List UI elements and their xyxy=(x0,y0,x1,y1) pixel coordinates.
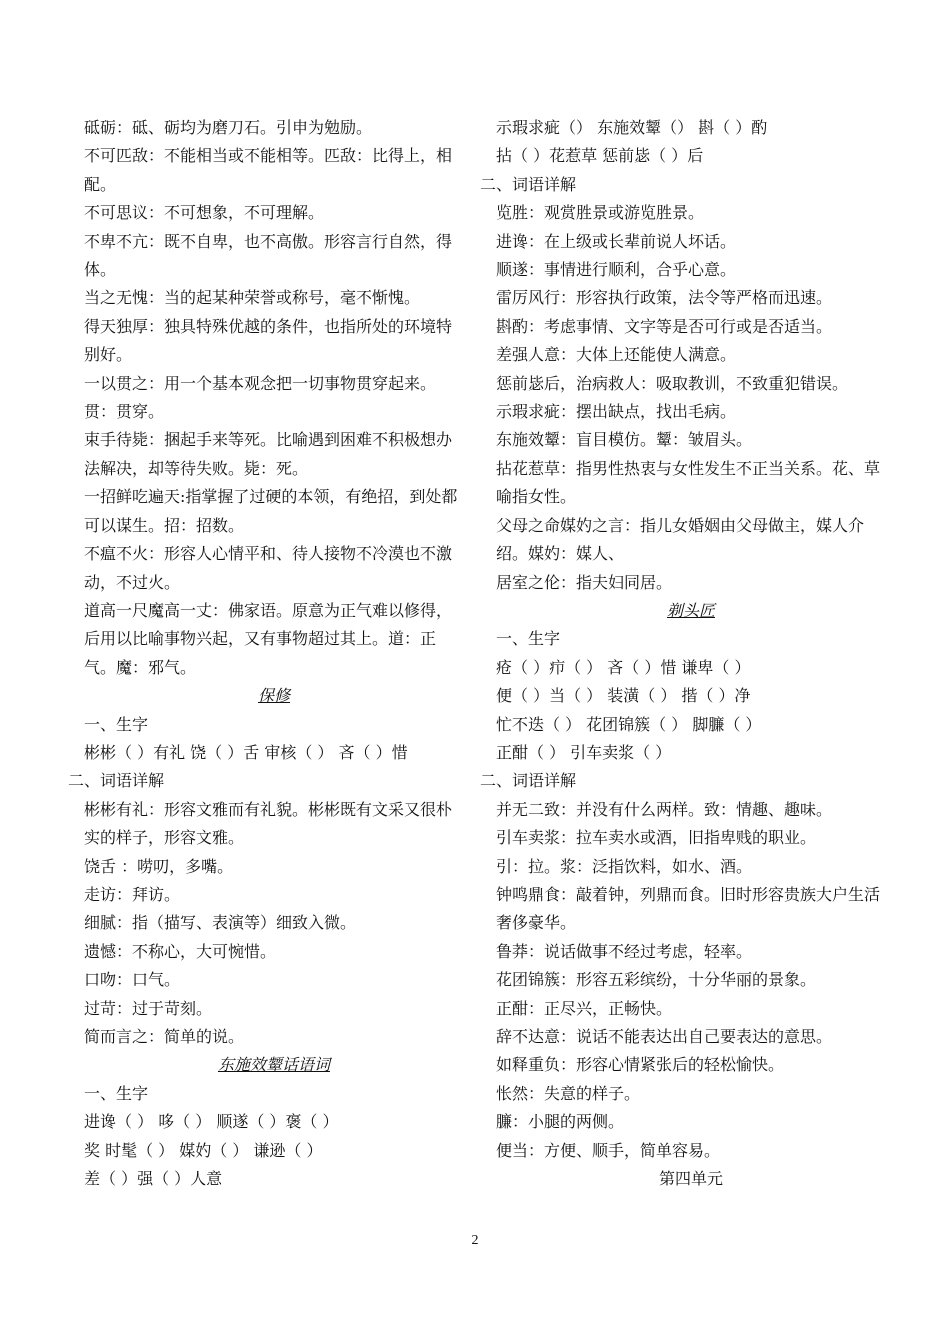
text-line: 怅然：失意的样子。 xyxy=(496,1083,641,1103)
text-line: 进谗（ ） 哆（ ） 顺遂（ ）褒（ ） xyxy=(84,1112,339,1132)
definition-entry: 不卑不亢：既不自卑，也不高傲。形容言行自然，得体。 xyxy=(84,231,453,280)
text-line: 细腻：指（描写、表演等）细致入微。 xyxy=(84,913,357,933)
text-line: 引车卖浆：拉车卖水或酒，旧指卑贱的职业。 xyxy=(496,828,817,848)
text-line: 辞不达意：说话不能表达出自己要表达的意思。 xyxy=(496,1027,833,1046)
text-line: 走访：拜访。 xyxy=(84,884,181,904)
text-line: 砥砺：砥、砺均为磨刀石。引申为勉励。 xyxy=(84,118,373,137)
definition-entry: 一以贯之：用一个基本观念把一切事物贯穿起来。贯：贯穿。 xyxy=(84,373,437,422)
text-line: 进谗：在上级或长辈前说人坏话。 xyxy=(496,231,737,251)
text-line: 雷厉风行：形容执行政策，法令等严格而迅速。 xyxy=(496,288,833,308)
definition-entry: 一招鲜吃遍天:指掌握了过硬的本领，有绝招，到处都可以谋生。招：招数。 xyxy=(84,487,458,535)
definition-entry: 不瘟不火：形容人心情平和、待人接物不冷漠也不激动，不过火。 xyxy=(84,544,453,592)
text-line: 示瑕求疵：摆出缺点，找出毛病。 xyxy=(496,402,737,422)
section-heading: 二、词语详解 xyxy=(68,771,165,791)
definition-entry: 得天独厚：独具特殊优越的条件，也指所处的环境特别好。 xyxy=(84,316,453,365)
definition-entry: 束手待毙：捆起手来等死。比喻遇到困难不积极想办法解决，却等待失败。毙：死。 xyxy=(84,430,453,478)
text-line: 当之无愧：当的起某种荣誉或称号，毫不惭愧。 xyxy=(84,288,421,308)
definition-entry: 惩前毖后，治病救人：吸取教训，不致重犯错误。 xyxy=(496,373,849,393)
text-line: 疮（ ）疖（ ） 吝（ ）惜 谦卑（ ） xyxy=(496,657,751,677)
definition-entry: 拈花惹草：指男性热衷与女性发生不正当关系。花、草喻指女性。 xyxy=(496,458,881,507)
definition-entry: 不可匹敌：不能相当或不能相等。匹敌：比得上，相配。 xyxy=(84,146,453,194)
text-line: 正酣：正尽兴，正畅快。 xyxy=(496,998,673,1018)
text-line: 臁：小腿的两侧。 xyxy=(496,1112,625,1132)
text-line: 一、生字 xyxy=(84,714,149,734)
text-line: 拈（ ）花惹草 惩前毖（ ）后 xyxy=(496,146,704,166)
unit-heading: 第四单元 xyxy=(658,1169,723,1189)
text-line: 口吻：口气。 xyxy=(84,970,181,990)
lesson-title: 东施效颦话语词 xyxy=(217,1055,330,1075)
text-line: 遗憾：不称心，大可惋惜。 xyxy=(84,941,277,961)
text-line: 简而言之：简单的说。 xyxy=(84,1027,245,1046)
text-line: 居室之伦：指夫妇同居。 xyxy=(496,572,673,592)
text-line: 一、生字 xyxy=(84,1083,149,1103)
text-line: 正酣（ ） 引车卖浆（ ） xyxy=(496,742,672,762)
page-number: 2 xyxy=(471,1233,479,1248)
text-line: 示瑕求疵（） 东施效颦（） 斟（ ）酌 xyxy=(496,118,768,137)
right-column xyxy=(480,114,886,1193)
text-line: 鲁莽：说话做事不经过考虑，轻率。 xyxy=(496,941,753,961)
section-heading: 二、词语详解 xyxy=(480,174,577,194)
text-line: 差强人意：大体上还能使人满意。 xyxy=(496,345,737,365)
definition-entry: 道高一尺魔高一丈：佛家语。原意为正气难以修得，后用以比喻事物兴起，又有事物超过其上。道：正气。魔：邪气。 xyxy=(84,600,453,677)
text-line: 饶舌 ：唠叨，多嘴。 xyxy=(84,856,234,876)
lesson-title: 剃头匠 xyxy=(666,600,715,620)
text-line: 斟酌：考虑事情、文字等是否可行或是否适当。 xyxy=(496,316,833,336)
definition-entry: 钟鸣鼎食：敲着钟，列鼎而食。旧时形容贵族大户生活奢侈豪华。 xyxy=(496,884,881,933)
text-line: 引：拉。浆：泛指饮料，如水、酒。 xyxy=(496,856,753,876)
definition-entry: 彬彬（ ）有礼 饶（ ）舌 审核（ ） 吝（ ）惜 xyxy=(84,742,408,762)
lesson-title: 保修 xyxy=(257,686,290,706)
text-line: 便当：方便、顺手，简单容易。 xyxy=(496,1140,721,1160)
text-line: 东施效颦：盲目模仿。颦：皱眉头。 xyxy=(496,430,753,450)
section-heading: 二、词语详解 xyxy=(480,771,577,791)
text-line: 一、生字 xyxy=(496,629,561,649)
text-line: 不可思议：不可想象，不可理解。 xyxy=(84,203,325,223)
text-line: 差（ ）强（ ）人意 xyxy=(84,1169,223,1189)
definition-entry: 彬彬有礼：形容文雅而有礼貌。彬彬既有文采又很朴实的样子，形容文雅。 xyxy=(84,799,453,848)
text-line: 奖 时髦（ ） 媒妁（ ） 谦逊（ ） xyxy=(84,1140,323,1160)
text-line: 顺遂：事情进行顺利，合乎心意。 xyxy=(496,260,737,280)
text-line: 过苛：过于苛刻。 xyxy=(84,998,213,1018)
left-column xyxy=(68,114,464,1193)
text-line: 忙不迭（ ） 花团锦簇（ ） 脚臁（ ） xyxy=(496,714,762,734)
definition-entry: 父母之命媒妁之言：指儿女婚姻由父母做主，媒人介绍。媒妁：媒人、 xyxy=(496,515,865,564)
text-line: 便（ ）当（ ） 装潢（ ） 揩（ ）净 xyxy=(496,686,751,706)
text-line: 如释重负：形容心情紧张后的轻松愉快。 xyxy=(496,1055,785,1075)
text-line: 览胜：观赏胜景或游览胜景。 xyxy=(496,203,705,223)
text-line: 花团锦簇：形容五彩缤纷，十分华丽的景象。 xyxy=(496,970,817,990)
text-line: 并无二致：并没有什么两样。致：情趣、趣味。 xyxy=(496,799,833,819)
